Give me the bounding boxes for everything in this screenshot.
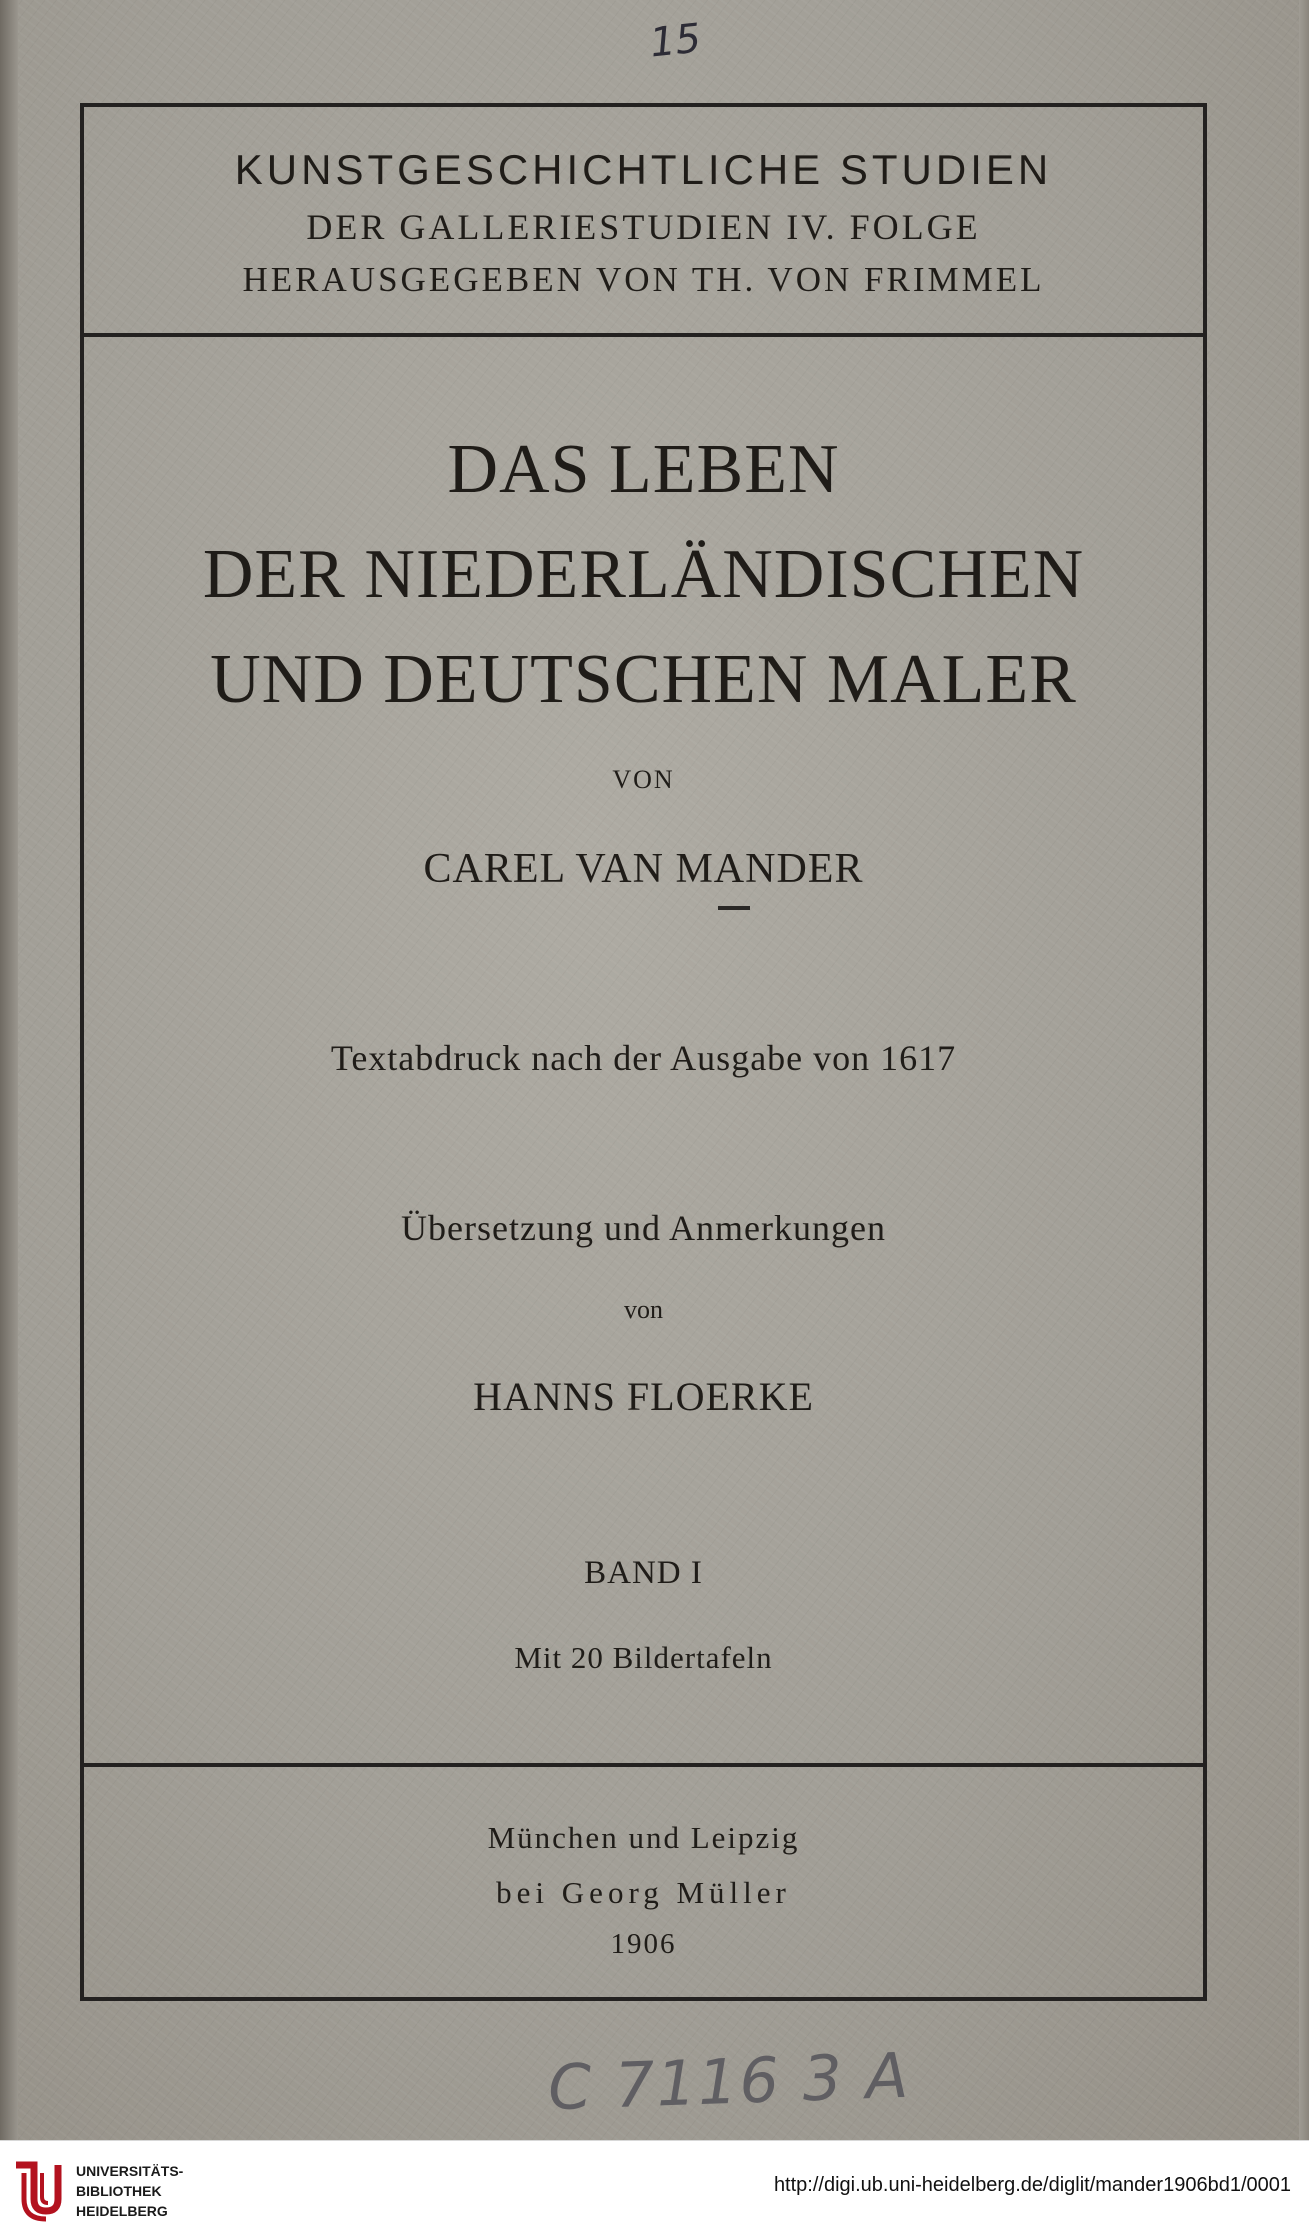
publisher-place: München und Leipzig (487, 1820, 800, 1855)
logo-text-line-1: UNIVERSITÄTS- (76, 2163, 184, 2179)
handwritten-page-number: 15 (647, 15, 704, 67)
logo-text-line-3: HEIDELBERG (76, 2203, 168, 2219)
book-title-line-2: DER NIEDERLÄNDISCHEN (202, 536, 1085, 613)
university-library-logo-text (76, 2161, 183, 2221)
translator-preposition: von (624, 1295, 663, 1324)
author-name: CAREL VAN MANDER (423, 846, 864, 892)
publication-year: 1906 (610, 1928, 677, 1960)
translator-name: HANNS FLOERKE (473, 1374, 814, 1419)
frame-divider-top (80, 333, 1207, 337)
page-right-edge (1299, 0, 1309, 2140)
viewer-footer (0, 2140, 1309, 2237)
series-editor: HERAUSGEGEBEN VON TH. VON FRIMMEL (242, 260, 1045, 299)
translation-note: Übersetzung und Anmerkungen (401, 1208, 886, 1248)
author-preposition: VON (612, 765, 675, 794)
page-left-edge (0, 0, 18, 2140)
frame-divider-bottom (80, 1763, 1207, 1767)
handwritten-shelfmark: C 7116 3 A (546, 2038, 912, 2125)
university-library-logo-icon (10, 2159, 70, 2223)
logo-text-line-2: BIBLIOTHEK (76, 2183, 162, 2199)
series-subtitle: DER GALLERIESTUDIEN IV. FOLGE (306, 207, 981, 247)
volume-number: BAND I (584, 1555, 703, 1591)
series-title: KUNSTGESCHICHTLICHE STUDIEN (234, 146, 1053, 193)
edition-note: Textabdruck nach der Ausgabe von 1617 (330, 1038, 957, 1078)
plates-note: Mit 20 Bildertafeln (514, 1640, 773, 1675)
ornamental-dash (718, 906, 750, 910)
book-title-line-3: UND DEUTSCHEN MALER (210, 641, 1077, 718)
permalink-url[interactable]: http://digi.ub.uni-heidelberg.de/diglit/mander1906bd1/0001 (773, 2174, 1291, 2196)
publisher-name: bei Georg Müller (496, 1875, 791, 1910)
book-title-line-1: DAS LEBEN (447, 431, 840, 508)
